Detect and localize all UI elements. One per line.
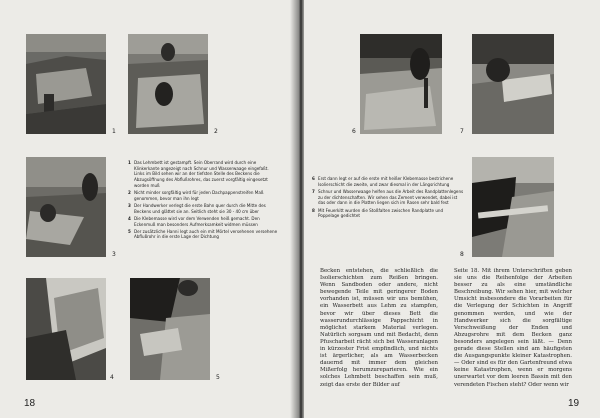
caption-list: [128, 160, 278, 242]
caption-2: 2 Nicht minder sorgfältig wird für jeden Dachpappenstreifen Maß genommen, bevor man ihn legt: [128, 190, 264, 201]
page-number: 18: [24, 398, 36, 409]
photo-number: 1: [112, 128, 116, 135]
photo-number: 4: [110, 374, 114, 381]
photo-5: [130, 278, 210, 380]
body-column-1: Becken entstehen, die schließlich die Isolierschichten zum Reißen bringen. Wenn Sandboden oder andere, nicht bewegende Teile mit geringerer Boden vorhanden ist, müssen wir uns bemühen, ein Wasserbett aus Lehm zu stampfen, bevor wir über dieses Bett die wasserundurchlässige Pappschicht in möglichst starkem Material verlegen. Natürlich sorgsam und mit Bedacht, denn Pfuscharbeit rächt sich bei Wasseranlagen in kürzester Frist empfindlich, und nichts ist ärgerlicher, als am Wasserbecken dauernd mit immer dem gleichen Mißerfolg herumzureparieren. Wie ein solches Lehmbett beschaffen sein muß, zeigt das erste der Bilder auf: [320, 268, 438, 388]
photo-1: [26, 34, 106, 134]
caption-4: 4 Die Klebemasse wird vor dem Verwenden heiß gemacht. Den Eckenmuß man besonders Aufmerksamkeit widmen müssen: [128, 215, 260, 227]
photo-6: [360, 34, 442, 134]
caption-5: 5 Der zusätzliche Hanni legt auch ein mit Mörtel versehenen versehene Abflußrohr in die erste Lage der Dichtung: [128, 228, 278, 240]
body-column-2: Seite 18. Mit ihrem Unterschriften geben sie uns die Reihenfolge der Arbeiten besser zu als eine umständliche Beschreibung. Wir sehen hier, mit welcher Umsicht insbesondere die Vorarbeiten für die Verlegung der Schichten in Angriff genommen werden, und wie der Handwerker sich die sorgfältige Verschweißung der Enden und Abzugsrohre mit dem Becken ganz besonders angelegen sein läßt. — Denn gerade diese Stellen sind am häufigsten die Ausgangspunkte kleiner Katastrophen. — Oder sind es für den Gartenfreund etwa keine Katastrophen, wenn er morgens unerwartet vor dem leeren Bassin mit den verendeten Fischen steht? Oder wenn wir: [454, 268, 572, 388]
photo-8: [472, 157, 554, 257]
caption-3: 3 Der Handwerker verlegt die erste Bahn quer durch die Mitte des Beckens und glättet sie an. Seitlich steht sie 30 - 40 cm über: [128, 202, 266, 214]
photo-2: [128, 34, 208, 134]
photo-7: [472, 34, 554, 134]
photo-number: 5: [216, 374, 220, 381]
photo-number: 3: [112, 251, 116, 258]
photo-number: 8: [460, 251, 464, 258]
caption-list: [312, 176, 464, 220]
right-page: [304, 0, 600, 418]
photo-number: 7: [460, 128, 464, 135]
page-number: 19: [568, 398, 580, 409]
photo-number: 6: [352, 128, 356, 135]
left-page: [0, 0, 296, 418]
caption-6: 6 Erst dann legt er auf die erste mit heißer Klebemasse bestrichene Isolierschicht die zweite, und zwar diesmal in der Längsrichtung: [312, 176, 454, 187]
caption-1: 1 Das Lehmbett ist gestampft. Sein Oberrand wird durch eine Klinkerkante angezeigt nach Schnur und Wasserwaage eingefaßt. Links im Bild sehen wir an der tiefsten Stelle des Beckens die Abzugsöffnung des Abflußrohres, das zuerst vorgfältig eingesetzt worden muß: [128, 160, 269, 188]
caption-7: 7 Schnur und Wasserwaage helfen aus die Arbeit des Randplattenlegens zu der dichtenschaften. Wir sehen das Zement verwendet, dabei ist das oder dann in die Platten liegen sich im Rasen sehr bald fest: [312, 188, 464, 206]
photo-number: 2: [214, 128, 218, 135]
photo-4: [26, 278, 106, 380]
photo-3: [26, 157, 106, 257]
caption-8: 8 Mit Feuerkitt wurden die Stoßfalten zwischen Randplatte und Poppelage gedichtet: [312, 207, 444, 219]
